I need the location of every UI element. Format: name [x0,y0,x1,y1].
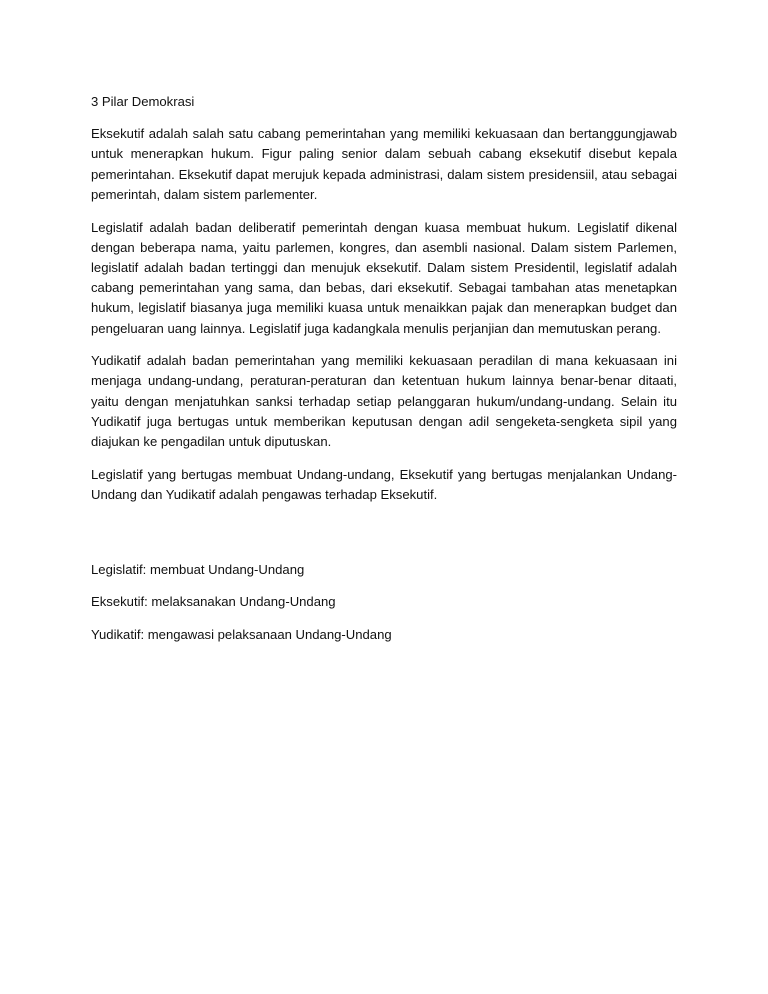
paragraph-eksekutif: Eksekutif adalah salah satu cabang pemerintahan yang memiliki kekuasaan dan bertanggungjawab untuk menerapkan hukum. Figur paling senior dalam sebuah cabang eksekutif disebut kepala pemerintahan. Eksekutif dapat merujuk kepada administrasi, dalam sistem presidensiil, atau sebagai pemerintah, dalam sistem parlementer. [91,126,677,202]
summary-yudikatif: Yudikatif: mengawasi pelaksanaan Undang-Undang [91,627,392,643]
document-title: 3 Pilar Demokrasi [91,94,195,109]
blank-spacing [91,518,677,560]
paragraph-legislatif: Legislatif adalah badan deliberatif pemerintah dengan kuasa membuat hukum. Legislatif dikenal dengan beberapa nama, yaitu parlemen, kongres, dan asembli nasional. Dalam sistem Parlemen, legislatif adalah badan tertinggi dan menujuk eksekutif. Dalam sistem Presidentil, legislatif adalah cabang pemerintahan yang sama, dan bebas, dari eksekutif. Sebagai tambahan atas menetapkan hukum, legislatif biasanya juga memiliki kuasa untuk menaikkan pajak dan menerapkan budget dan pengeluaran uang lainnya. Legislatif juga kadangkala menulis perjanjian dan memutuskan perang. [91,219,677,336]
summary-legislatif: Legislatif: membuat Undang-Undang [91,561,305,577]
summary-eksekutif: Eksekutif: melaksanakan Undang-Undang [91,594,336,610]
paragraph-conclusion: Legislatif yang bertugas membuat Undang-undang, Eksekutif yang bertugas menjalankan Undang-Undang dan Yudikatif adalah pengawas terhadap Eksekutif. [91,466,677,502]
paragraph-yudikatif: Yudikatif adalah badan pemerintahan yang memiliki kekuasaan peradilan di mana kekuasaan ini menjaga undang-undang, peraturan-peraturan dan ketentuan hukum lainnya benar-benar ditaati, yaitu dengan menjatuhkan sanksi terhadap setiap pelanggaran hukum/undang-undang. Selain itu Yudikatif juga bertugas untuk memberikan keputusan dengan adil sengeketa-sengketa sipil yang diajukan ke pengadilan untuk diputuskan. [91,353,677,450]
